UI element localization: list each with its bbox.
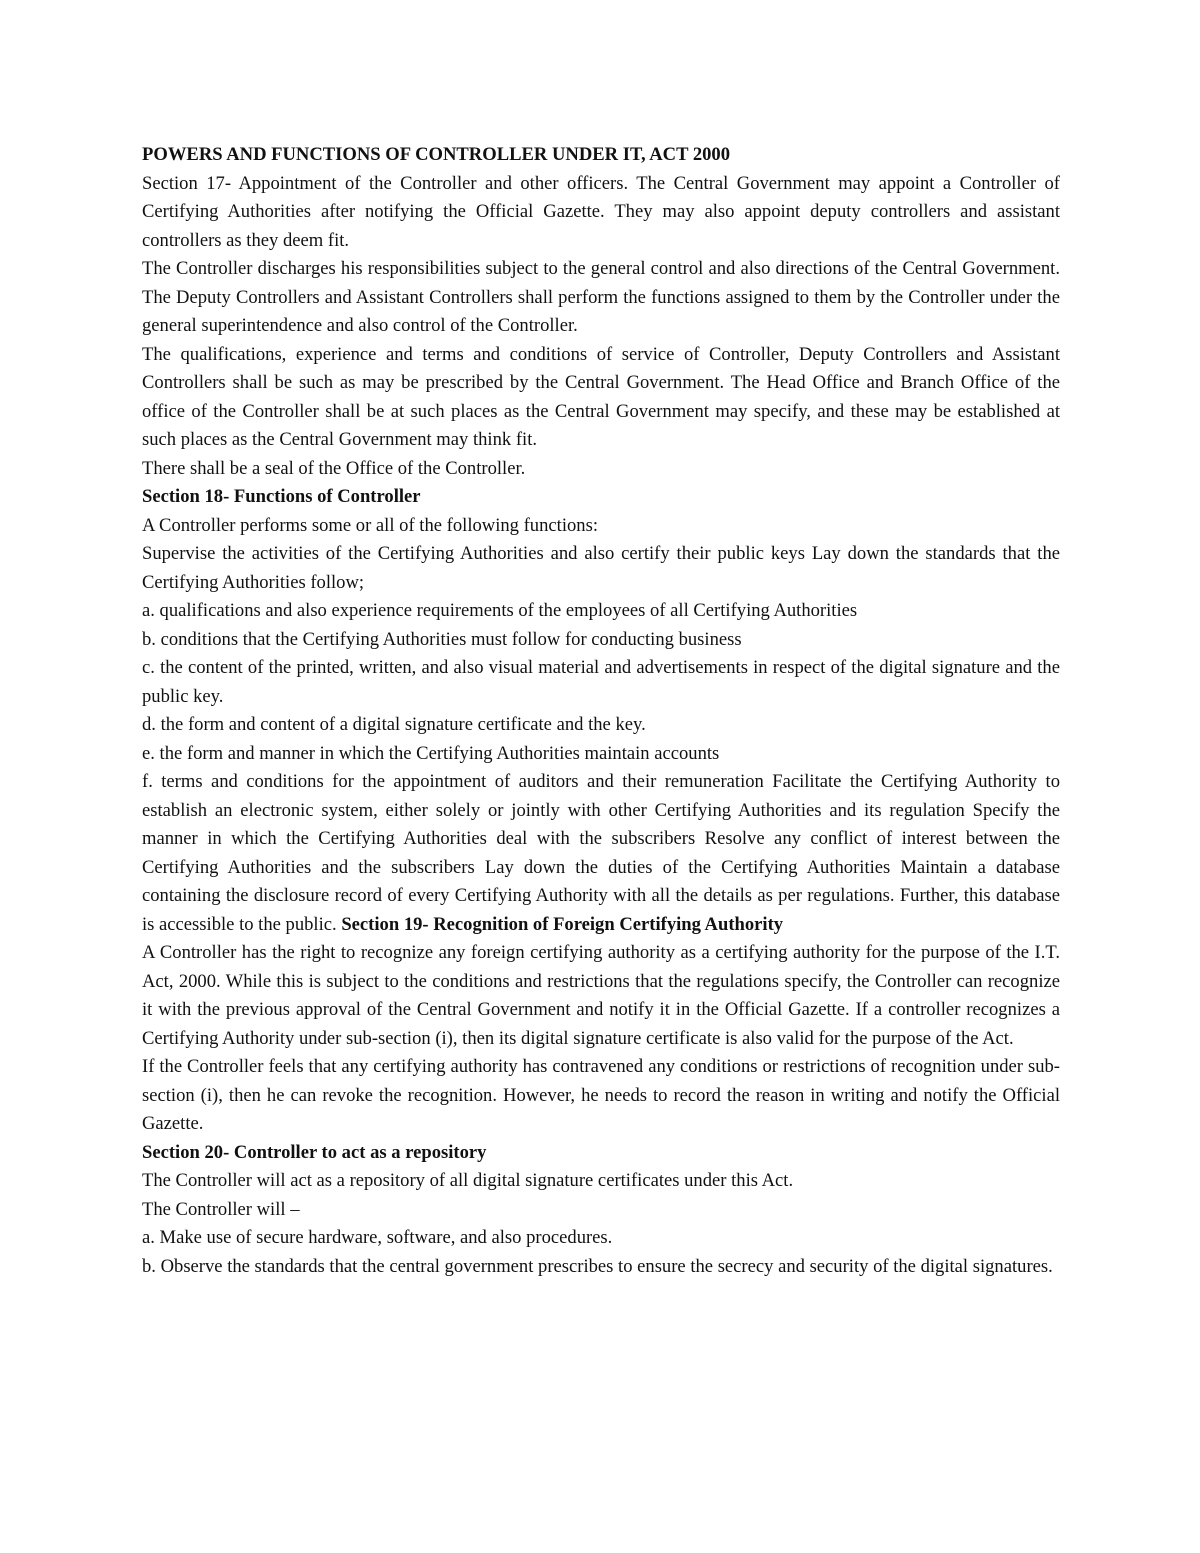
section-18-intro: A Controller performs some or all of the following functions: — [142, 514, 598, 536]
section-20-item-a: a. Make use of secure hardware, software, and also procedures. — [142, 1227, 613, 1248]
section-18-paragraph-1: Supervise the activities of the Certifying Authorities and also certify their public keys Lay down the standards that the Certifying Authorities follow; — [142, 543, 1060, 593]
section-18-item-b: b. conditions that the Certifying Authorities must follow for conducting business — [142, 628, 742, 650]
document-page — [142, 141, 1060, 1281]
section-17-paragraph-1: Section 17- Appointment of the Controller and other officers. The Central Government may appoint a Controller of Certifying Authorities after notifying the Official Gazette. They may also appoint deputy controllers and assistant controllers as they deem fit. — [142, 172, 1060, 251]
section-17-paragraph-3: The qualifications, experience and terms and conditions of service of Controller, Deputy Controllers and Assistant Controllers shall be such as may be prescribed by the Central Government. The Head Office and Branch Office of the office of the Controller shall be at such places as the Central Government may specify, and these may be established at such places as the Central Government may think fit. — [142, 343, 1060, 450]
section-20-paragraph-2: The Controller will – — [142, 1198, 300, 1220]
section-18-item-f — [142, 768, 1060, 939]
section-19-paragraph-1: A Controller has the right to recognize any foreign certifying authority as a certifying authority for the purpose of the I.T. Act, 2000. While this is subject to the conditions and restrictions that the regulations specify, the Controller can recognize it with the previous approval of the Central Government and notify it in the Official Gazette. If a controller recognizes a Certifying Authority under sub-section (i), then its digital signature certificate is also valid for the purpose of the Act. — [142, 942, 1060, 1049]
section-19-heading: Section 19- Recognition of Foreign Certifying Authority — [341, 913, 784, 935]
document-title: POWERS AND FUNCTIONS OF CONTROLLER UNDER IT, ACT 2000 — [142, 144, 731, 165]
section-17-paragraph-2: The Controller discharges his responsibilities subject to the general control and also directions of the Central Government. The Deputy Controllers and Assistant Controllers shall perform the functions assigned to them by the Controller under the general superintendence and also control of the Controller. — [142, 258, 1060, 336]
section-18-item-d: d. the form and content of a digital signature certificate and the key. — [142, 714, 646, 735]
section-18-heading: Section 18- Functions of Controller — [142, 486, 421, 507]
section-20-heading: Section 20- Controller to act as a repository — [142, 1141, 487, 1163]
section-18-item-f-text: f. terms and conditions for the appointment of auditors and their remuneration Facilitate the Certifying Authority to establish an electronic system, either solely or jointly with other Certifying Authorities and its regulation Specify the manner in which the Certifying Authorities deal with the subscribers Resolve any conflict of interest between the Certifying Authorities and the subscribers Lay down the duties of the Certifying Authorities Maintain a database containing the disclosure record of every Certifying Authority with all the details as per regulations. Further, this database is accessible to the public. — [142, 771, 1060, 935]
section-18-item-e: e. the form and manner in which the Certifying Authorities maintain accounts — [142, 742, 720, 764]
section-20-paragraph-1: The Controller will act as a repository of all digital signature certificates under this Act. — [142, 1170, 794, 1191]
section-18-item-a: a. qualifications and also experience requirements of the employees of all Certifying Authorities — [142, 600, 858, 621]
section-20-item-b: b. Observe the standards that the central government prescribes to ensure the secrecy and security of the digital signatures. — [142, 1255, 1053, 1277]
section-17-paragraph-4: There shall be a seal of the Office of the Controller. — [142, 457, 526, 479]
section-18-item-c: c. the content of the printed, written, and also visual material and advertisements in respect of the digital signature and the public key. — [142, 657, 1060, 707]
section-19-paragraph-2: If the Controller feels that any certifying authority has contravened any conditions or restrictions of recognition under sub-section (i), then he can revoke the recognition. However, he needs to record the reason in writing and notify the Official Gazette. — [142, 1056, 1060, 1134]
